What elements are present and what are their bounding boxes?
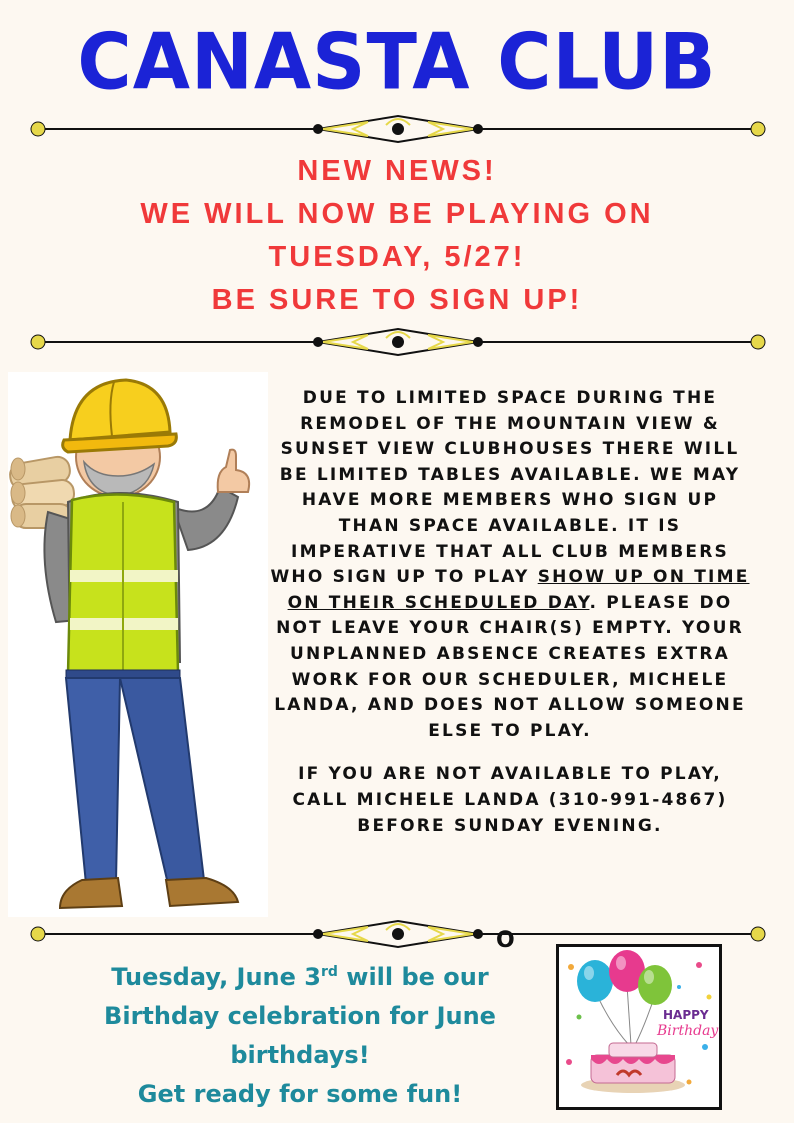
news-announcement — [40, 150, 754, 322]
card-happy-text: HAPPY — [663, 1008, 709, 1022]
news-line: WE WILL NOW BE PLAYING ON — [140, 198, 654, 230]
birthday-line: Get ready for some fun! — [137, 1080, 463, 1108]
ordinal-suffix: rd — [320, 964, 338, 980]
notice-text: . PLEASE DO NOT LEAVE YOUR CHAIR(S) EMPTY. YOUR UNPLANNED ABSENCE CREATES EXTRA WORK FOR OUR SCHEDULER, MICHELE LANDA, AND DOES NOT ALLOW SOMEONE ELSE TO PLAY. — [274, 592, 746, 741]
page-title: CANASTA CLUB — [77, 16, 717, 108]
birthday-line: birthdays! — [230, 1041, 370, 1069]
birthday-announcement — [60, 958, 540, 1114]
notice-text: DUE TO LIMITED SPACE DURING THE REMODEL OF THE MOUNTAIN VIEW & SUNSET VIEW CLUBHOUSES THERE WILL BE LIMITED TABLES AVAILABLE. WE MAY HAVE MORE MEMBERS WHO SIGN UP THAN SPACE AVAILABLE. IT IS IMPERATIVE THAT ALL CLUB MEMBERS WHO SIGN UP TO PLAY — [270, 388, 741, 588]
birthday-text: Tuesday, June 3 — [111, 963, 321, 991]
notice-emphasis: SHOW UP ON TIME ON THEIR SCHEDULED DAY — [287, 567, 750, 613]
card-birthday-text: Birthday — [657, 1023, 719, 1039]
notice-paragraph — [270, 386, 750, 744]
birthday-line — [60, 958, 540, 997]
notice-paragraph: IF YOU ARE NOT AVAILABLE TO PLAY, CALL MICHELE LANDA (310-991-4867) BEFORE SUNDAY EVENING. — [292, 764, 728, 836]
news-line: BE SURE TO SIGN UP! — [211, 284, 583, 316]
news-line: NEW NEWS! — [297, 155, 497, 187]
ornamental-divider — [28, 327, 768, 357]
birthday-cake-icon — [559, 947, 719, 1107]
stray-character: O — [496, 928, 515, 953]
ornamental-divider — [28, 114, 768, 144]
club-notice — [270, 386, 750, 857]
birthday-line: Birthday celebration for June — [104, 1002, 496, 1030]
birthday-cake-image — [556, 944, 722, 1110]
birthday-text: will be our — [337, 963, 489, 991]
news-line: TUESDAY, 5/27! — [268, 241, 526, 273]
construction-worker-illustration — [8, 372, 268, 917]
